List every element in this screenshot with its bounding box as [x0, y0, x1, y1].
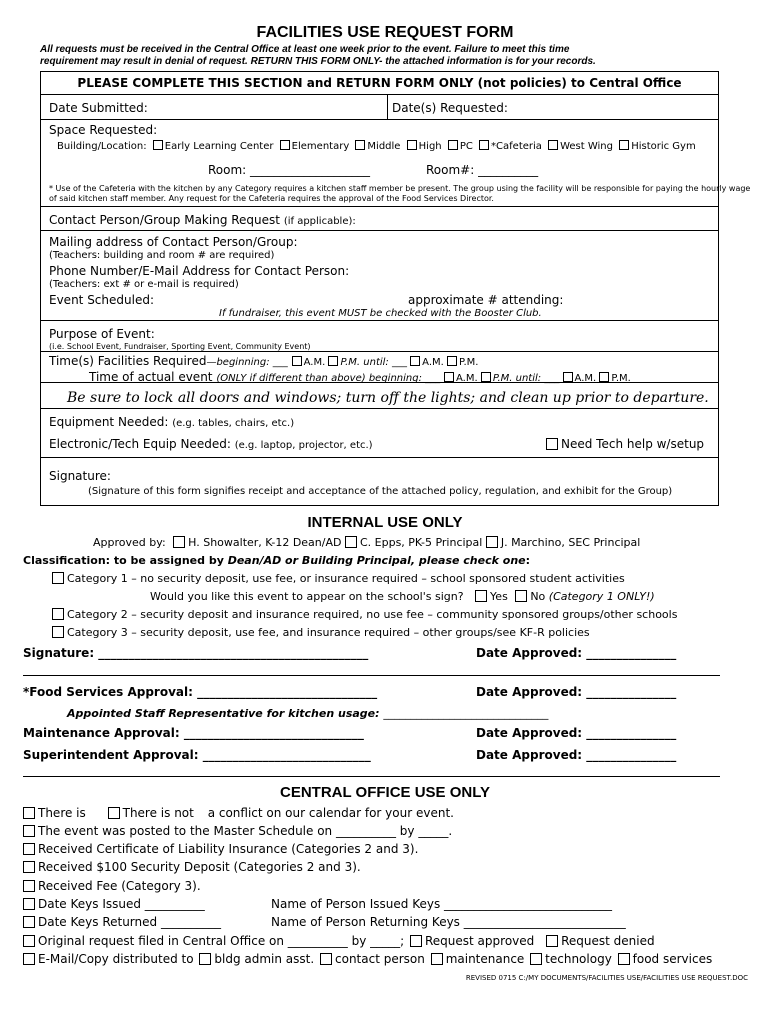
classification-prefix: Classification: to be assigned by: [23, 554, 228, 567]
building-cafeteria: *Cafeteria: [491, 141, 542, 152]
date-approved-food[interactable]: Date Approved: _______________: [476, 685, 677, 699]
building-early-learning: Early Learning Center: [164, 141, 274, 152]
dist-bldg-admin: bldg admin asst.: [214, 952, 315, 966]
checkbox-actual-begin-am[interactable]: [444, 372, 454, 382]
food-services-approval[interactable]: *Food Services Approval: ______________________________: [23, 685, 378, 699]
checkbox-begin-am[interactable]: [292, 356, 302, 366]
actual-begin-am-label: A.M.: [455, 373, 478, 384]
room-field[interactable]: Room: ____________________: [208, 163, 371, 177]
until-am-label: A.M.: [422, 357, 444, 368]
internal-use-title: INTERNAL USE ONLY: [307, 514, 463, 531]
keys-issued-label: Date Keys Issued __________: [38, 897, 205, 911]
building-location-row: [57, 140, 696, 152]
building-historic-gym: Historic Gym: [631, 141, 696, 152]
dist-contact-person: contact person: [335, 952, 425, 966]
checkbox-there-is[interactable]: [23, 807, 35, 819]
request-denied-label: Request denied: [561, 934, 655, 948]
purpose-label: Purpose of Event:: [49, 327, 155, 341]
checkbox-maintenance[interactable]: [431, 953, 443, 965]
if-applicable-note: (if applicable):: [283, 216, 356, 227]
actual-until-label: P.M. until: ___: [492, 373, 560, 384]
approver-showalter: H. Showalter, K-12 Dean/AD: [188, 536, 342, 549]
checkbox-pc[interactable]: [448, 140, 458, 150]
checkbox-category-1[interactable]: [52, 572, 64, 584]
original-filed-row: [23, 934, 655, 948]
checkbox-tech-help[interactable]: [546, 438, 558, 450]
cafeteria-note-1: * Use of the Cafeteria with the kitchen by any Category requires a kitchen staff member be present. The group using the facility will be responsible for paying the hourly wage: [49, 184, 751, 193]
cafeteria-note-2: of said kitchen staff member. Any request for the Cafeteria requires the approval of the Food Services Director.: [49, 194, 494, 203]
checkbox-technology[interactable]: [530, 953, 542, 965]
posted-row: [23, 824, 452, 838]
request-approved-label: Request approved: [425, 934, 535, 948]
building-location-label: Building/Location:: [57, 141, 147, 152]
insurance-label: Received Certificate of Liability Insurance (Categories 2 and 3).: [38, 842, 419, 856]
there-is-not-label: There is not: [122, 806, 194, 820]
times-required-label: Time(s) Facilities Required: [49, 354, 207, 368]
tech-note: (e.g. laptop, projector, etc.): [234, 440, 373, 451]
form-title: FACILITIES USE REQUEST FORM: [256, 24, 514, 41]
checkbox-insurance[interactable]: [23, 843, 35, 855]
conflict-row: [23, 806, 454, 820]
appear-sign-row: [150, 590, 655, 603]
tech-help-label: Need Tech help w/setup: [561, 437, 705, 451]
checkbox-epps[interactable]: [345, 536, 357, 548]
phone-note: (Teachers: ext # or e-mail is required): [49, 279, 239, 290]
email-copy-row: [23, 952, 712, 966]
checkbox-food-services[interactable]: [618, 953, 630, 965]
approx-attending-label: approximate # attending:: [408, 293, 564, 307]
equipment-note: (e.g. tables, chairs, etc.): [172, 418, 295, 429]
approver-marchino: J. Marchino, SEC Principal: [500, 536, 641, 549]
checkbox-historic-gym[interactable]: [619, 140, 629, 150]
keys-returned-label: Date Keys Returned __________: [38, 915, 221, 929]
appointed-staff-row: [67, 707, 548, 720]
checkbox-there-is-not[interactable]: [108, 807, 120, 819]
checkbox-deposit[interactable]: [23, 861, 35, 873]
checkbox-email-copy[interactable]: [23, 953, 35, 965]
building-west-wing: West Wing: [560, 141, 613, 152]
tech-help-row: [546, 437, 704, 451]
category-2-label: Category 2 – security deposit and insurance required, no use fee – community sponsored groups/other schools: [67, 608, 678, 621]
checkbox-fee[interactable]: [23, 880, 35, 892]
room-number-field[interactable]: Room#: __________: [426, 163, 539, 177]
checkbox-high[interactable]: [407, 140, 417, 150]
keys-issued-row: [23, 897, 205, 911]
original-filed-label: Original request filed in Central Office on __________ by _____;: [38, 934, 405, 948]
approver-epps: C. Epps, PK-5 Principal: [359, 536, 483, 549]
date-submitted-label: Date Submitted:: [49, 101, 148, 115]
checkbox-cafeteria[interactable]: [479, 140, 489, 150]
person-returning-field[interactable]: Name of Person Returning Keys ___________________________: [271, 915, 626, 929]
checkbox-keys-returned[interactable]: [23, 916, 35, 928]
contact-person-row: [49, 213, 356, 227]
building-elementary: Elementary: [291, 141, 350, 152]
date-approved-superintendent[interactable]: Date Approved: _______________: [476, 748, 677, 762]
pm-until-label: P.M. until: ___: [340, 357, 407, 368]
superintendent-approval[interactable]: Superintendent Approval: ____________________________: [23, 748, 371, 762]
actual-until-am-label: A.M.: [574, 373, 597, 384]
classification-emphasis: Dean/AD or Building Principal, please check one: [227, 554, 526, 567]
tech-equipment-label: Electronic/Tech Equip Needed:: [49, 437, 231, 451]
appear-sign-label: Would you like this event to appear on the school's sign?: [150, 590, 464, 603]
section-header: PLEASE COMPLETE THIS SECTION and RETURN FORM ONLY (not policies) to Central Office: [77, 76, 682, 90]
internal-signature-field[interactable]: Signature: _____________________________________________: [23, 646, 369, 660]
checkbox-west-wing[interactable]: [548, 140, 558, 150]
signature-label: Signature:: [49, 469, 111, 483]
checkbox-begin-pm[interactable]: [328, 356, 338, 366]
category-3-label: Category 3 – security deposit, use fee, and insurance required – other groups/see KF-R policies: [67, 626, 590, 639]
approved-by-label: Approved by:: [93, 536, 166, 549]
sign-yes-label: Yes: [490, 590, 508, 603]
building-pc: PC: [459, 141, 473, 152]
checkbox-sign-yes[interactable]: [475, 590, 487, 602]
begin-am-label: A.M.: [303, 357, 326, 368]
equipment-row: [49, 415, 294, 429]
posted-label: The event was posted to the Master Schedule on __________ by _____.: [38, 824, 453, 838]
appointed-staff-label: Appointed Staff Representative for kitchen usage:: [67, 707, 380, 720]
mailing-note: (Teachers: building and room # are required): [49, 250, 275, 261]
time-actual-note: (ONLY if different than above) beginning: ___: [216, 373, 441, 384]
classification-colon: :: [525, 554, 531, 567]
phone-email-label: Phone Number/E-Mail Address for Contact Person:: [49, 264, 350, 278]
insurance-row: [23, 842, 418, 856]
event-scheduled-label: Event Scheduled:: [49, 293, 154, 307]
purpose-note: (i.e. School Event, Fundraiser, Sporting Event, Community Event): [49, 342, 311, 351]
email-copy-label: E-Mail/Copy distributed to: [38, 952, 194, 966]
checkbox-actual-until-am[interactable]: [563, 372, 573, 382]
notice-line-2: requirement may result in denial of request. RETURN THIS FORM ONLY- the attached information is for your records.: [40, 56, 596, 67]
space-requested-label: Space Requested:: [49, 123, 158, 137]
checkbox-category-2[interactable]: [52, 608, 64, 620]
checkbox-actual-begin-pm[interactable]: [481, 372, 491, 382]
checkbox-sign-no[interactable]: [515, 590, 527, 602]
fee-label: Received Fee (Category 3).: [38, 879, 201, 893]
central-office-title: CENTRAL OFFICE USE ONLY: [279, 784, 491, 801]
dates-requested-label: Date(s) Requested:: [392, 101, 508, 115]
checkbox-original-filed[interactable]: [23, 935, 35, 947]
lock-doors-reminder: Be sure to lock all doors and windows; turn off the lights; and clean up prior to departure.: [67, 390, 709, 406]
deposit-row: [23, 860, 361, 874]
checkbox-showalter[interactable]: [173, 536, 185, 548]
fee-row: [23, 879, 201, 893]
beginning-label: —beginning: ___: [206, 357, 288, 368]
category-2-row: [52, 608, 677, 621]
building-high: High: [418, 141, 442, 152]
checkbox-keys-issued[interactable]: [23, 898, 35, 910]
keys-returned-row: [23, 915, 221, 929]
checkbox-posted[interactable]: [23, 825, 35, 837]
approved-by-row: [93, 536, 640, 549]
person-issued-field[interactable]: Name of Person Issued Keys ____________________________: [271, 897, 613, 911]
contact-person-label: Contact Person/Group Making Request: [49, 213, 280, 227]
time-actual-label: Time of actual event: [89, 370, 213, 384]
checkbox-until-pm[interactable]: [447, 356, 457, 366]
building-middle: Middle: [367, 141, 401, 152]
actual-until-pm-label: P.M.: [611, 373, 631, 384]
category-3-row: [52, 626, 590, 639]
there-is-label: There is: [38, 806, 86, 820]
footer-revision: REVISED 0715 C:/MY DOCUMENTS/FACILITIES USE/FACILITIES USE REQUEST.DOC: [465, 974, 748, 982]
dist-technology: technology: [545, 952, 612, 966]
conflict-text: a conflict on our calendar for your event.: [207, 806, 454, 820]
checkbox-contact-person[interactable]: [320, 953, 332, 965]
date-approved-maintenance[interactable]: Date Approved: _______________: [476, 726, 677, 740]
tech-equipment-row: [49, 437, 373, 451]
date-approved-signature[interactable]: Date Approved: _______________: [476, 646, 677, 660]
sign-no-label: No: [530, 590, 546, 603]
time-actual-row: [89, 370, 631, 384]
checkbox-marchino[interactable]: [486, 536, 498, 548]
times-required-row: [49, 354, 478, 368]
checkbox-until-am[interactable]: [410, 356, 420, 366]
notice-line-1: All requests must be received in the Central Office at least one week prior to the event. Failure to meet this time: [40, 44, 570, 55]
checkbox-actual-until-pm[interactable]: [599, 372, 609, 382]
until-pm-label: P.M.: [459, 357, 479, 368]
checkbox-bldg-admin[interactable]: [199, 953, 211, 965]
category-1-label: Category 1 – no security deposit, use fee, or insurance required – school sponsored student activities: [67, 572, 625, 585]
fundraiser-note: If fundraiser, this event MUST be checked with the Booster Club.: [219, 308, 542, 319]
dist-maintenance: maintenance: [445, 952, 525, 966]
checkbox-elementary[interactable]: [280, 140, 290, 150]
signature-note: (Signature of this form signifies receipt and acceptance of the attached policy, regulation, and exhibit for the Group): [88, 486, 673, 497]
sign-no-note: (Category 1 ONLY!): [548, 590, 655, 603]
deposit-label: Received $100 Security Deposit (Categories 2 and 3).: [38, 860, 361, 874]
mailing-address-label: Mailing address of Contact Person/Group:: [49, 235, 298, 249]
checkbox-category-3[interactable]: [52, 626, 64, 638]
category-1-row: [52, 572, 625, 585]
appointed-staff-field[interactable]: ______________________________: [383, 707, 549, 720]
checkbox-early-learning[interactable]: [153, 140, 163, 150]
checkbox-request-denied[interactable]: [546, 935, 558, 947]
classification-row: [23, 554, 530, 567]
dist-food-services: food services: [632, 952, 713, 966]
checkbox-middle[interactable]: [355, 140, 365, 150]
equipment-label: Equipment Needed:: [49, 415, 169, 429]
checkbox-request-approved[interactable]: [410, 935, 422, 947]
maintenance-approval[interactable]: Maintenance Approval: ______________________________: [23, 726, 364, 740]
